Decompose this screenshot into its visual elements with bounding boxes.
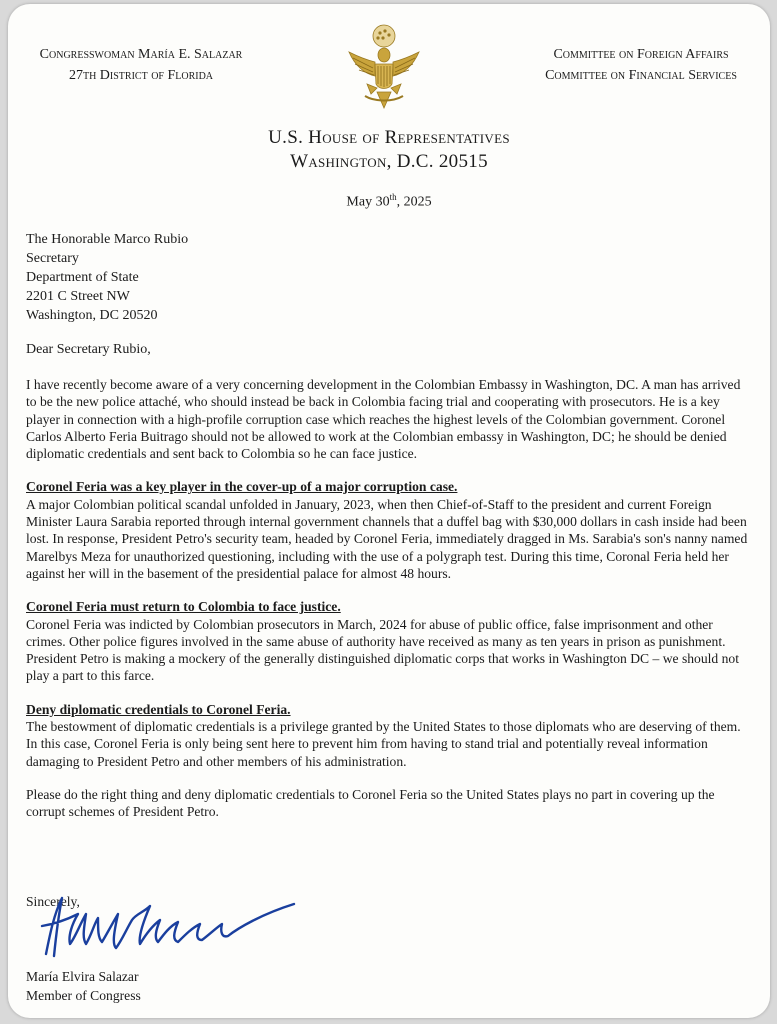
signatory-block bbox=[26, 967, 141, 1005]
recipient-name: The Honorable Marco Rubio bbox=[26, 232, 189, 247]
letter-date bbox=[8, 192, 770, 211]
date-month-day: May 30 bbox=[346, 194, 390, 210]
member-info bbox=[26, 44, 256, 86]
section-text: The bestowment of diplomatic credentials is a privilege granted by the United States to those diplomats who are deserving of them. In this case, Coronel Feria is only being sent here to prevent him from having to stand trial and potentially reveal information damaging to President Petro and other members of his administration. bbox=[26, 719, 741, 769]
recipient-street: 2201 C Street NW bbox=[26, 289, 130, 304]
section-paragraph bbox=[26, 598, 754, 684]
recipient-department: Department of State bbox=[26, 270, 139, 285]
recipient-title: Secretary bbox=[26, 251, 79, 266]
salutation: Dear Secretary Rubio, bbox=[26, 342, 151, 357]
handwritten-signature bbox=[32, 884, 312, 974]
signatory-name: María Elvira Salazar bbox=[26, 969, 139, 984]
member-district: 27th District of Florida bbox=[68, 68, 214, 83]
committee-info bbox=[526, 44, 756, 86]
house-city: Washington, D.C. 20515 bbox=[290, 151, 488, 172]
letter-page bbox=[8, 4, 770, 1018]
recipient-address bbox=[26, 230, 188, 325]
section-heading: Deny diplomatic credentials to Coronel Feria. bbox=[26, 701, 291, 717]
committee-foreign-affairs: Committee on Foreign Affairs bbox=[553, 47, 729, 62]
letter-body bbox=[26, 376, 754, 837]
committee-financial-services: Committee on Financial Services bbox=[545, 68, 737, 83]
letterhead-title bbox=[8, 126, 770, 174]
section-paragraph bbox=[26, 478, 754, 582]
section-heading: Coronel Feria must return to Colombia to face justice. bbox=[26, 599, 341, 615]
section-heading: Coronel Feria was a key player in the cover-up of a major corruption case. bbox=[26, 479, 458, 495]
recipient-city: Washington, DC 20520 bbox=[26, 308, 158, 323]
closing-paragraph: Please do the right thing and deny diplomatic credentials to Coronel Feria so the United States plays no part in covering up the corrupt schemes of President Petro. bbox=[26, 786, 715, 820]
section-paragraph bbox=[26, 701, 754, 770]
intro-paragraph: I have recently become aware of a very concerning development in the Colombian Embassy in Washington, DC. A man has arrived to be the new police attaché, who should instead be back in Colombia facing trial and cooperating with prosecutors. He is a key player in connection with a high-profile corruption case which reaches the highest levels of the Colombian government. Coronel Carlos Alberto Feria Buitrago should not be allowed to work at the Colombian embassy in Washington, DC; he should be denied diplomatic credentials and sent back to Colombia so he can face justice. bbox=[26, 377, 741, 462]
house-name: U.S. House of Representatives bbox=[268, 127, 510, 148]
eagle-seal-icon bbox=[345, 22, 423, 114]
closing-word: Sincerely, bbox=[26, 894, 80, 909]
member-name: Congresswoman María E. Salazar bbox=[39, 47, 243, 62]
date-year: , 2025 bbox=[396, 194, 432, 210]
date-suffix: th bbox=[389, 192, 397, 202]
signatory-title: Member of Congress bbox=[26, 988, 141, 1003]
section-text: Coronel Feria was indicted by Colombian prosecutors in March, 2024 for abuse of public office, false imprisonment and other crimes. Other police figures involved in the same abuse of authority have received as many as ten years in prison as punishment. President Petro is making a mockery of the generally distinguished diplomatic corps that works in Washington DC – we should not play a part to this farce. bbox=[26, 616, 739, 684]
section-text: A major Colombian political scandal unfolded in January, 2023, when then Chief-of-Staff to the president and current Foreign Minister Laura Sarabia reported through internal government channels that a duffel bag with $30,000 dollars in cash inside had been lost. In response, President Petro's security team, headed by Coronel Feria, immediately dragged in Ms. Sarabia's son's nanny named Marelbys Meza for unauthorized questioning, including with the use of a polygraph test. During this time, Coronal Feria held her against her will in the basement of the presidential palace for almost 48 hours. bbox=[26, 496, 748, 581]
